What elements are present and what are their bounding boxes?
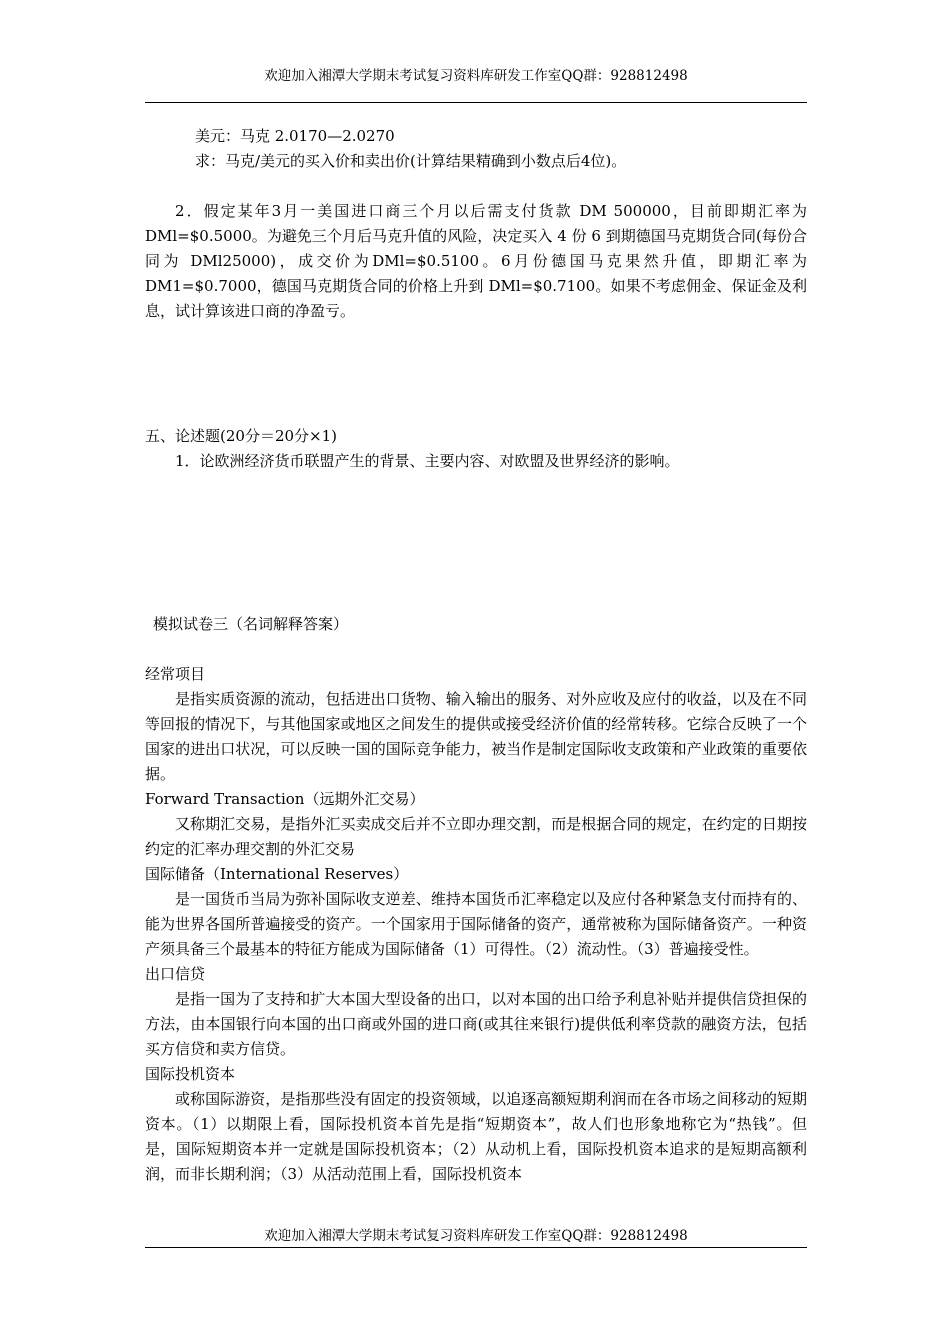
term-2-body: 又称期汇交易，是指外汇买卖成交后并不立即办理交割，而是根据合同的规定，在约定的日期按约定的汇率办理交割的外汇交易 (145, 815, 807, 858)
page-header: 欢迎加入湘潭大学期末考试复习资料库研发工作室QQ群：928812498 (264, 68, 688, 84)
question-2: 2．假定某年3月一美国进口商三个月以后需支付货款 DM 500000，目前即期汇率为DMl=$0.5000。为避免三个月后马克升值的风险，决定买入 4 份 6 到期德国马克期货合同(每份合同为 DMl25000)，成交价为DMl=$0.5100。6月份德国马克果然升值，即期汇率为DM1=$0.7000，德国马克期货合同的价格上升到 DMl=$0.7100。如果不考虑佣金、保证金及利息，试计算该进口商的净盈亏。 (145, 202, 807, 320)
page-footer: 欢迎加入湘潭大学期末考试复习资料库研发工作室QQ群：928812498 (264, 1228, 688, 1244)
term-1-body: 是指实质资源的流动，包括进出口货物、输入输出的服务、对外应收及应付的收益，以及在不同等回报的情况下，与其他国家或地区之间发生的提供或接受经济价值的经常转移。它综合反映了一个国家的进出口状况，可以反映一国的国际竞争能力，被当作是制定国际收支政策和产业政策的重要依据。 (145, 690, 807, 783)
term-1-title: 经常项目 (145, 665, 206, 683)
term-3-body: 是一国货币当局为弥补国际收支逆差、维持本国货币汇率稳定以及应付各种紧急支付而持有的、能为世界各国所普遍接受的资产。一个国家用于国际储备的资产，通常被称为国际储备资产。一种资产须具备三个最基本的特征方能成为国际储备（1）可得性。（2）流动性。（3）普遍接受性。 (145, 890, 807, 958)
document-body (145, 124, 807, 1187)
section-5-question-1: 1．论欧洲经济货币联盟产生的背景、主要内容、对欧盟及世界经济的影响。 (175, 452, 680, 470)
section-5-title: 五、论述题(20分＝20分×1) (145, 427, 337, 445)
mock-exam-title: 模拟试卷三（名词解释答案） (153, 615, 349, 633)
term-4-body: 是指一国为了支持和扩大本国大型设备的出口，以对本国的出口给予利息补贴并提供信贷担保的方法，由本国银行向本国的出口商或外国的进口商(或其往来银行)提供低利率贷款的融资方法，包括买方信贷和卖方信贷。 (145, 990, 807, 1058)
term-5-title: 国际投机资本 (145, 1065, 236, 1083)
term-3-title: 国际储备（International Reserves） (145, 865, 409, 883)
term-4-title: 出口信贷 (145, 965, 206, 983)
footer-rule (145, 1247, 807, 1248)
header-rule (145, 102, 807, 103)
rate-line: 美元：马克 2.0170—2.0270 (194, 127, 395, 145)
term-5-body: 或称国际游资，是指那些没有固定的投资领域，以追逐高额短期利润而在各市场之间移动的短期资本。（1）以期限上看，国际投机资本首先是指“短期资本”，故人们也形象地称它为“热钱”。但是，国际短期资本并一定就是国际投机资本；（2）从动机上看，国际投机资本追求的是短期高额利润，而非长期利润；（3）从活动范围上看，国际投机资本 (145, 1090, 807, 1183)
rate-question: 求：马克/美元的买入价和卖出价(计算结果精确到小数点后4位)。 (194, 152, 627, 170)
term-2-title: Forward Transaction（远期外汇交易） (145, 790, 425, 808)
